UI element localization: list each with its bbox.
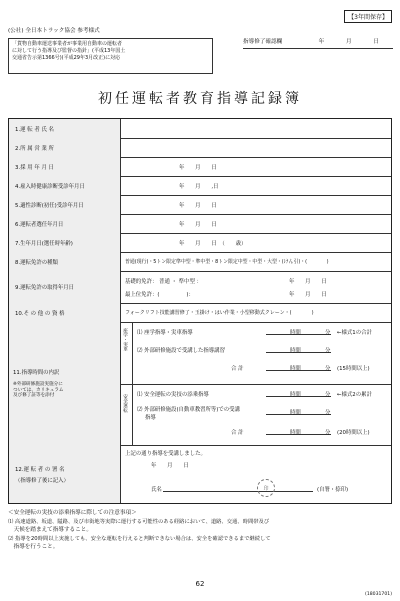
hours-note: ※外部研修施設実施分に bbox=[13, 382, 63, 388]
record-table bbox=[8, 118, 392, 504]
notes-line: 天候を踏まえて指導すること。 bbox=[8, 526, 92, 533]
row-other-qualifications bbox=[9, 303, 391, 323]
date-text: 年 月 日 （ 歳） bbox=[179, 241, 247, 247]
row-appointment-date bbox=[9, 214, 391, 234]
hours-total-label: 合 計 bbox=[231, 430, 244, 436]
hours-note: ←様式2の累計 bbox=[337, 392, 372, 398]
notice-line: 交通省告示第1366号)(平成29年3月改正)に対応 bbox=[12, 54, 121, 61]
hours-unit: 時間 bbox=[290, 348, 301, 354]
license-acquired-field[interactable] bbox=[121, 271, 391, 303]
row-aptitude-test-date bbox=[9, 195, 391, 215]
minutes-unit: 分 bbox=[325, 392, 331, 398]
page-title: 初任運転者教育指導記録簿 bbox=[98, 91, 302, 107]
health-check-date-field[interactable] bbox=[121, 176, 391, 195]
acknowledgement-text: 上記の通り指導を受講しました。 bbox=[125, 451, 206, 457]
hours-note: 及び修了証等を添付 bbox=[13, 393, 55, 399]
hours-underline[interactable] bbox=[266, 434, 308, 435]
date-text: 年 月 ,日 bbox=[179, 184, 219, 190]
date-text: 年 月 日 bbox=[289, 279, 327, 285]
group-classroom-label-cell bbox=[121, 322, 133, 385]
hours-underline[interactable] bbox=[266, 414, 308, 415]
qualifications-text: フォークリフト技能講習修了・玉掛け・はい作業・小型移動式クレーン・( ) bbox=[125, 310, 314, 316]
row-birth-date bbox=[9, 233, 391, 253]
minutes-unit: 分 bbox=[325, 330, 331, 336]
form-code: (18031701) bbox=[365, 592, 392, 597]
hours-note: ←様式1の合計 bbox=[337, 330, 372, 336]
row-hire-date bbox=[9, 157, 391, 177]
hours-unit: 時間 bbox=[290, 366, 301, 372]
date-text: 年 月 日 bbox=[179, 222, 217, 228]
group-label: 安全運転 bbox=[122, 394, 128, 413]
row-label: 8.運転免許の種類 bbox=[9, 252, 121, 271]
hours-note: ついては、カリキュラム bbox=[13, 387, 64, 393]
signature-line[interactable] bbox=[163, 491, 313, 492]
date-text: 年 月 日 bbox=[179, 165, 217, 171]
date-text[interactable]: 年 月 日 bbox=[151, 463, 189, 469]
row-label-sub: （指導修了後に記入） bbox=[15, 477, 69, 484]
top-license-text: 最上位免許：( )： bbox=[125, 292, 194, 298]
signature-label bbox=[9, 445, 121, 503]
aptitude-date-field[interactable] bbox=[121, 195, 391, 214]
row-label: 4.雇入時健康診断受診年月日 bbox=[9, 176, 121, 195]
row-health-check-date bbox=[9, 176, 391, 196]
row-driver-signature bbox=[9, 445, 391, 503]
hours-item: ⑵ 外部研修施設(自動車教習所等)での受講 bbox=[137, 407, 240, 413]
seal-stamp-area[interactable]: 印 bbox=[257, 479, 275, 497]
hours-underline[interactable] bbox=[266, 370, 308, 371]
notes-line: ⑵ 指導を20時間以上実施しても、安全な運転を行えると判断できない場合は、安全を確認できるまで継続して bbox=[8, 535, 271, 542]
minutes-unit: 分 bbox=[325, 366, 331, 372]
hours-unit: 時間 bbox=[290, 410, 301, 416]
row-label: 12.運 転 者 の 署 名 bbox=[15, 466, 65, 473]
completion-confirmation bbox=[243, 37, 393, 49]
row-license-acquired bbox=[9, 271, 391, 304]
row-office bbox=[9, 138, 391, 158]
hire-date-field[interactable] bbox=[121, 157, 391, 176]
association-label: (公社) 全日本トラック協会 参考様式 bbox=[8, 28, 100, 34]
confirmation-underline bbox=[243, 48, 393, 49]
hours-note: (15時間以上) bbox=[337, 366, 370, 372]
hours-total-label: 合 計 bbox=[231, 366, 244, 372]
signature-area bbox=[121, 445, 391, 503]
row-training-hours bbox=[9, 322, 391, 446]
safety-notes bbox=[8, 509, 392, 551]
row-label: 11.指導時間の内訳 bbox=[13, 370, 60, 377]
group-label: 座学・実車 bbox=[122, 328, 128, 351]
confirmation-label: 指導修了確認欄 bbox=[243, 39, 283, 45]
confirmation-date: 年 月 日 bbox=[318, 39, 389, 45]
row-license-type bbox=[9, 252, 391, 272]
row-label: 7.生年月日(選任時年齢) bbox=[9, 233, 121, 252]
office-field[interactable] bbox=[121, 138, 391, 157]
hours-item: ⑴ 安全運転の実技の添乗指導 bbox=[137, 392, 209, 398]
row-label: 2.所 属 営 業 所 bbox=[9, 138, 121, 157]
date-text: 年 月 日 bbox=[289, 292, 327, 298]
hours-item: 指導 bbox=[145, 415, 156, 421]
page-number: 62 bbox=[195, 580, 205, 588]
group-divider bbox=[121, 384, 391, 385]
license-type-options[interactable] bbox=[121, 252, 391, 271]
minutes-unit: 分 bbox=[325, 348, 331, 354]
hours-underline[interactable] bbox=[266, 334, 308, 335]
hours-unit: 時間 bbox=[290, 430, 301, 436]
notice-line: に対して行う指導及び監督の指針」(平成13年国土 bbox=[12, 47, 126, 54]
row-label: 6.運転者選任年月日 bbox=[9, 214, 121, 233]
group-safe-driving-label-cell bbox=[121, 384, 133, 445]
sign-note: (自署・捺印) bbox=[317, 487, 349, 493]
hours-item: ⑴ 座学指導・実車指導 bbox=[137, 330, 193, 336]
basic-license-text: 基礎的免許： 普通 ・ 準中型 ： bbox=[125, 279, 202, 285]
hours-unit: 時間 bbox=[290, 392, 301, 398]
hours-underline[interactable] bbox=[266, 396, 308, 397]
license-type-text: 普通(現行)・5トン限定準中型・準中型・8トン限定中型・中型・大型・(けん引)・( ) bbox=[125, 259, 329, 265]
row-label: 3.採 用 年 月 日 bbox=[9, 157, 121, 176]
minutes-unit: 分 bbox=[325, 410, 331, 416]
name-label: 氏名 bbox=[151, 487, 162, 493]
hours-note: (20時間以上) bbox=[337, 430, 370, 436]
notice-line: 「貨物自動車運送事業者が事業用自動車の運転者 bbox=[12, 41, 123, 47]
training-hours-table bbox=[121, 322, 391, 445]
row-label: 5.適性診断(初任)受診年月日 bbox=[9, 195, 121, 214]
row-label: 1.運 転 者 氏 名 bbox=[9, 119, 121, 138]
notes-line: ⑴ 高速道路、坂道、隘路、及び市街地等実際に運行する可能性のある経路において、道路、交通、時間帯及び bbox=[8, 518, 270, 525]
row-label: 9.運転免許の取得年月日 bbox=[9, 271, 121, 303]
appointment-date-field[interactable] bbox=[121, 214, 391, 233]
date-text: 年 月 日 bbox=[179, 203, 217, 209]
minutes-unit: 分 bbox=[325, 430, 331, 436]
hours-item: ⑵ 外部研修施設で受講した指導講習 bbox=[137, 348, 225, 354]
guideline-notice-box bbox=[8, 38, 213, 74]
row-label: 10.そ の 他 の 資 格 bbox=[9, 303, 121, 322]
hours-unit: 時間 bbox=[290, 330, 301, 336]
driver-name-field[interactable] bbox=[121, 119, 391, 138]
notes-heading: ＜安全運転の実技の添乗指導に際しての注意事項＞ bbox=[8, 510, 137, 516]
retention-label: 【3年間保存】 bbox=[344, 10, 392, 23]
notes-line: 指導を行うこと。 bbox=[8, 543, 59, 550]
training-hours-label bbox=[9, 322, 121, 445]
qualifications-options[interactable] bbox=[121, 303, 391, 322]
birth-date-field[interactable] bbox=[121, 233, 391, 252]
row-driver-name bbox=[9, 119, 391, 139]
hours-underline[interactable] bbox=[266, 352, 308, 353]
